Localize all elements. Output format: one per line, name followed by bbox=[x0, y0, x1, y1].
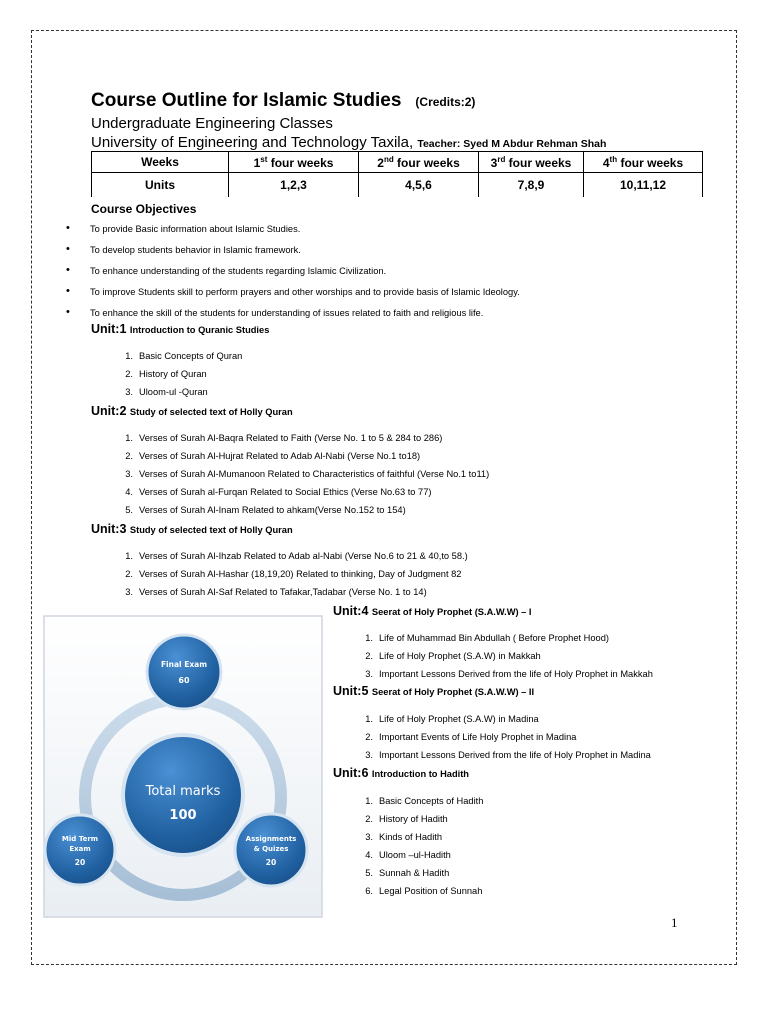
list-item: 2. Life of Holy Prophet (S.A.W) in Makkah bbox=[365, 651, 541, 661]
unit-6-heading bbox=[333, 766, 469, 780]
total-marks-label: Total marks bbox=[145, 784, 221, 799]
unit-title: Seerat of Holy Prophet (S.A.W.W) – II bbox=[371, 687, 535, 697]
units-cell: 1,2,3 bbox=[229, 173, 359, 198]
page-title bbox=[91, 90, 475, 112]
university-line bbox=[91, 134, 606, 151]
list-item: 3. Verses of Surah Al-Saf Related to Tafakar,Tadabar (Verse No. 1 to 14) bbox=[125, 587, 427, 597]
list-item: 3. Important Lessons Derived from the life of Holy Prophet in Makkah bbox=[365, 669, 653, 679]
unit-5-list bbox=[355, 714, 651, 768]
teacher-name: Teacher: Syed M Abdur Rehman Shah bbox=[417, 138, 607, 150]
unit-label: Unit:2 bbox=[91, 404, 127, 418]
unit-label: Unit:3 bbox=[91, 522, 127, 536]
list-item: 3. Important Lessons Derived from the life of Holy Prophet in Madina bbox=[365, 750, 651, 760]
total-marks-value: 100 bbox=[169, 808, 197, 823]
objectives-list bbox=[66, 224, 520, 329]
title-text: Course Outline for Islamic Studies bbox=[91, 90, 402, 111]
unit-3-list bbox=[115, 551, 468, 605]
list-item: • To improve Students skill to perform prayers and other worships and to provide basis of Islamic Ideology. bbox=[66, 287, 520, 308]
list-item: 3. Uloom-ul -Quran bbox=[125, 387, 208, 397]
unit-title: Study of selected text of Holly Quran bbox=[129, 525, 293, 535]
unit-6-list bbox=[355, 796, 483, 904]
university-name: University of Engineering and Technology Taxila, bbox=[91, 134, 414, 151]
credits-label: (Credits:2) bbox=[415, 95, 476, 109]
unit-4-heading bbox=[333, 604, 532, 618]
unit-4-list bbox=[355, 633, 653, 687]
list-item: 6. Legal Position of Sunnah bbox=[365, 886, 483, 896]
schedule-units-row bbox=[92, 173, 703, 198]
week-cell: 2nd four weeks bbox=[359, 152, 479, 173]
unit-title: Introduction to Hadith bbox=[371, 769, 469, 779]
list-item: 3. Kinds of Hadith bbox=[365, 832, 443, 842]
list-item: 2. History of Quran bbox=[125, 369, 207, 379]
week-cell: 1st four weeks bbox=[229, 152, 359, 173]
unit-title: Study of selected text of Holly Quran bbox=[129, 407, 293, 417]
list-item: 3. Verses of Surah Al-Mumanoon Related to Characteristics of faithful (Verse No.1 to11) bbox=[125, 469, 490, 479]
list-item: 1. Life of Muhammad Bin Abdullah ( Before Prophet Hood) bbox=[365, 633, 609, 643]
mid-term-label-2: Exam bbox=[69, 845, 91, 853]
unit-title: Seerat of Holy Prophet (S.A.W.W) – I bbox=[371, 607, 532, 617]
unit-1-list bbox=[115, 351, 242, 405]
list-item: • To provide Basic information about Islamic Studies. bbox=[66, 224, 520, 245]
unit-3-heading bbox=[91, 522, 293, 536]
final-exam-value: 60 bbox=[178, 676, 190, 685]
list-item: 2. Verses of Surah Al-Hujrat Related to Adab Al-Nabi (Verse No.1 to18) bbox=[125, 451, 421, 461]
list-item: 4. Uloom –ul-Hadith bbox=[365, 850, 451, 860]
list-item: 1. Life of Holy Prophet (S.A.W) in Madina bbox=[365, 714, 539, 724]
schedule-table bbox=[91, 151, 703, 197]
final-exam-label: Final Exam bbox=[160, 660, 208, 669]
list-item: 1. Verses of Surah Al-Baqra Related to Faith (Verse No. 1 to 5 & 284 to 286) bbox=[125, 433, 443, 443]
page-number: 1 bbox=[671, 915, 678, 930]
final-exam-circle bbox=[147, 635, 221, 709]
list-item: 2. History of Hadith bbox=[365, 814, 448, 824]
marks-diagram bbox=[43, 615, 323, 918]
unit-label: Unit:5 bbox=[333, 684, 369, 698]
schedule-weeks-row bbox=[92, 152, 703, 173]
unit-2-heading bbox=[91, 404, 293, 418]
subtitle: Undergraduate Engineering Classes bbox=[91, 115, 333, 132]
units-cell: 4,5,6 bbox=[359, 173, 479, 198]
list-item: • To enhance the skill of the students for understanding of issues related to faith and religious life. bbox=[66, 308, 520, 329]
week-cell: 4th four weeks bbox=[584, 152, 703, 173]
week-cell: 3rd four weeks bbox=[479, 152, 584, 173]
list-item: 2. Important Events of Life Holy Prophet in Madina bbox=[365, 732, 577, 742]
mid-term-value: 20 bbox=[74, 858, 86, 867]
list-item: 1. Basic Concepts of Quran bbox=[125, 351, 243, 361]
assignments-label-1: Assignments bbox=[245, 835, 297, 843]
list-item: 2. Verses of Surah Al-Hashar (18,19,20) Related to thinking, Day of Judgment 82 bbox=[125, 569, 462, 579]
list-item: 1. Verses of Surah Al-Ihzab Related to Adab al-Nabi (Verse No.6 to 21 & 40,to 58.) bbox=[125, 551, 468, 561]
unit-label: Unit:6 bbox=[333, 766, 369, 780]
units-cell: 7,8,9 bbox=[479, 173, 584, 198]
units-header: Units bbox=[92, 173, 229, 198]
unit-1-heading bbox=[91, 322, 269, 336]
list-item: 5. Sunnah & Hadith bbox=[365, 868, 450, 878]
mid-term-label-1: Mid Term bbox=[61, 835, 99, 843]
list-item: 1. Basic Concepts of Hadith bbox=[365, 796, 484, 806]
units-cell: 10,11,12 bbox=[584, 173, 703, 198]
weeks-header: Weeks bbox=[92, 152, 229, 173]
unit-title: Introduction to Quranic Studies bbox=[129, 325, 270, 335]
assignments-label-2: & Quizes bbox=[253, 845, 289, 853]
unit-2-list bbox=[115, 433, 489, 523]
unit-label: Unit:4 bbox=[333, 604, 369, 618]
unit-5-heading bbox=[333, 684, 534, 698]
list-item: 5. Verses of Surah Al-Inam Related to ahkam(Verse No.152 to 154) bbox=[125, 505, 406, 515]
list-item: 4. Verses of Surah al-Furqan Related to Social Ethics (Verse No.63 to 77) bbox=[125, 487, 432, 497]
list-item: • To develop students behavior in Islamic framework. bbox=[66, 245, 520, 266]
list-item: • To enhance understanding of the students regarding Islamic Civilization. bbox=[66, 266, 520, 287]
assignments-value: 20 bbox=[265, 858, 277, 867]
unit-label: Unit:1 bbox=[91, 322, 127, 336]
objectives-heading: Course Objectives bbox=[91, 202, 197, 216]
